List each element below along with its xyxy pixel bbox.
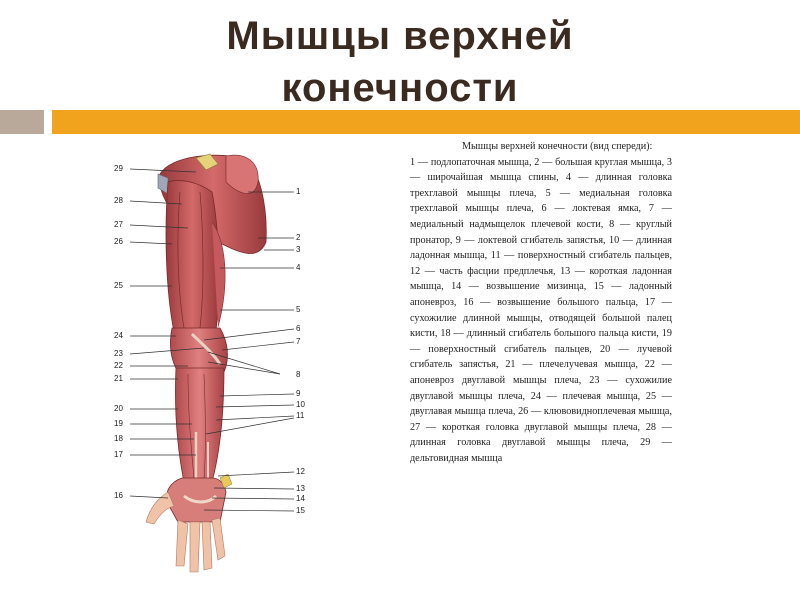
label-left-23: 23 <box>114 349 123 358</box>
figure-caption <box>410 139 672 466</box>
label-right-3: 3 <box>296 245 301 254</box>
label-right-10: 10 <box>296 400 305 409</box>
label-right-1: 1 <box>296 187 301 196</box>
label-left-19: 19 <box>114 419 123 428</box>
label-right-5: 5 <box>296 305 301 314</box>
label-right-2: 2 <box>296 233 301 242</box>
label-right-9: 9 <box>296 389 301 398</box>
label-right-7: 7 <box>296 337 301 346</box>
arm-muscles-drawing <box>108 152 320 576</box>
label-right-11: 11 <box>296 411 305 420</box>
arm-muscles-illustration <box>108 152 320 576</box>
label-right-14: 14 <box>296 494 305 503</box>
slide-title <box>0 10 800 114</box>
title-line-2: конечности <box>281 66 519 110</box>
title-line-1: Мышцы верхней <box>226 14 574 58</box>
label-left-18: 18 <box>114 434 123 443</box>
label-left-24: 24 <box>114 331 123 340</box>
label-right-12: 12 <box>296 467 305 476</box>
divider-left-block <box>0 110 44 134</box>
divider-right-bar <box>52 110 800 134</box>
label-left-29: 29 <box>114 164 123 173</box>
label-left-28: 28 <box>114 196 123 205</box>
label-right-15: 15 <box>296 506 305 515</box>
label-left-20: 20 <box>114 404 123 413</box>
label-left-22: 22 <box>114 361 123 370</box>
label-right-13: 13 <box>296 484 305 493</box>
label-right-4: 4 <box>296 263 301 272</box>
label-left-25: 25 <box>114 281 123 290</box>
caption-heading: Мышцы верхней конечности (вид спереди): <box>462 141 653 152</box>
label-right-6: 6 <box>296 324 301 333</box>
caption-body: 1 — подлопаточная мышца, 2 — большая круглая мышца, 3 — широчайшая мышца спины, 4 — длинная головка трехглавой мышцы плеча, 5 — медиальная головка трехглавой мышцы плеча, 6 — локтевая ямка, 7 — медиальный надмыщелок плечевой кости, 8 — круглый пронатор, 9 — локтевой сгибатель запястья, 10 — длинная ладонная мышца, 11 — поверхностный сгибатель пальцев, 12 — часть фасции предплечья, 13 — короткая ладонная мышца, 14 — возвышение мизинца, 15 — ладонный апоневроз, 16 — возвышение большого пальца, 17 — сухожилие длинной мышцы, отводящей большой палец кисти, 18 — длинный сгибатель большого пальца кисти, 19 — поверхностный сгибатель пальцев, 20 — лучевой сгибатель запястья, 21 — плечелучевая мышца, 22 — апоневроз двуглавой мышцы плеча, 23 — сухожилие двуглавой мышцы плеча, 24 — плечевая мышца, 25 — двуглавая мышца плеча, 26 — клювовидноплечевая мышца, 27 — короткая головка двуглавой мышцы плеча, 28 — длинная головка двуглавой мышцы плеча, 29 — дельтовидная мышца <box>410 156 672 464</box>
label-left-16: 16 <box>114 491 123 500</box>
label-left-21: 21 <box>114 374 123 383</box>
label-left-27: 27 <box>114 220 123 229</box>
label-left-17: 17 <box>114 450 123 459</box>
label-right-8: 8 <box>296 370 301 379</box>
label-left-26: 26 <box>114 237 123 246</box>
